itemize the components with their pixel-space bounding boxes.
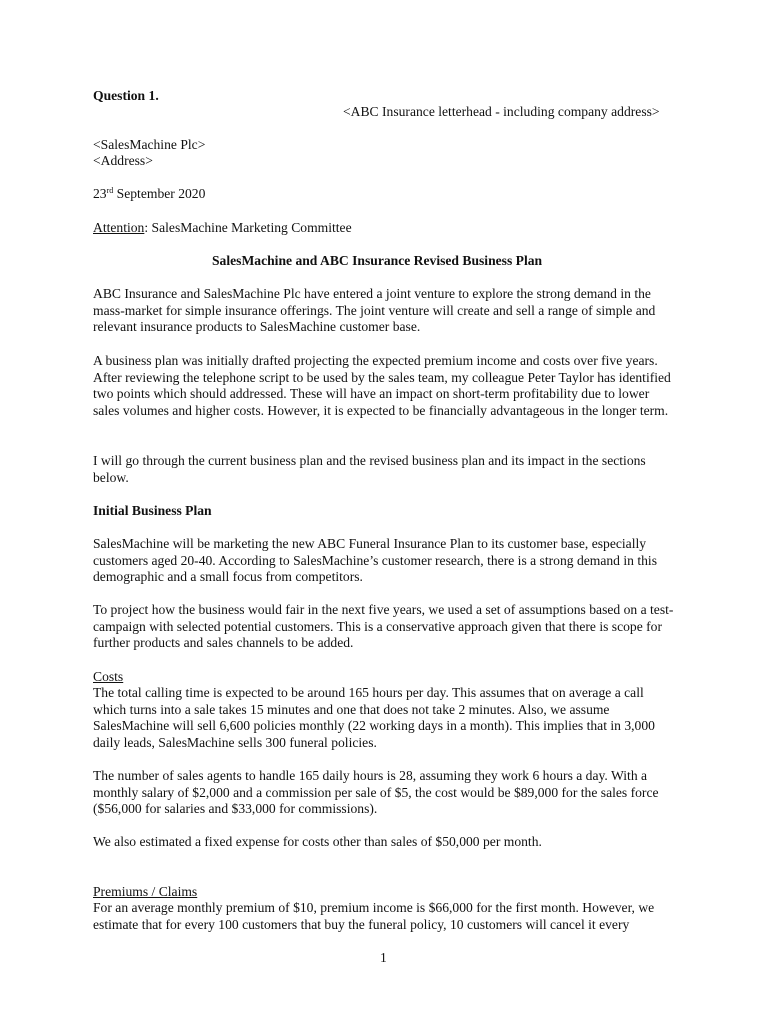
paragraph-assumptions: To project how the business would fair in the next five years, we used a set of assumptions based on a test-campaign with selected potential customers. This is a conservative approach given that there is scope for further products and sales channels to be added. — [93, 602, 674, 650]
paragraph-business-plan: A business plan was initially drafted projecting the expected premium income and costs over five years. After reviewing the telephone script to be used by the sales team, my colleague Peter Taylor has identified two points which should addressed. These will have an impact on short-term profitability due to lower sales volumes and higher costs. However, it is expected to be financially advantageous in the longer term. — [93, 353, 671, 418]
heading-premiums-claims: Premiums / Claims — [93, 884, 198, 899]
heading-costs: Costs — [93, 669, 124, 684]
paragraph-sections: I will go through the current business plan and the revised business plan and its impact in the sections below. — [93, 453, 646, 485]
date-day: 23 — [93, 186, 107, 201]
attention-value: : SalesMachine Marketing Committee — [144, 220, 352, 235]
date-rest: September 2020 — [113, 186, 206, 201]
letter-date — [93, 186, 205, 203]
question-heading: Question 1. — [93, 88, 159, 103]
paragraph-premiums: For an average monthly premium of $10, premium income is $66,000 for the first month. However, we estimate that for every 100 customers that buy the funeral policy, 10 customers will cancel it every — [93, 900, 655, 932]
recipient-address: <Address> — [93, 153, 153, 168]
paragraph-intro: ABC Insurance and SalesMachine Plc have entered a joint venture to explore the strong demand in the mass-market for simple insurance offerings. The joint venture will create and sell a range of simple and relevant insurance products to SalesMachine customer base. — [93, 286, 656, 334]
paragraph-calling-time: The total calling time is expected to be around 165 hours per day. This assumes that on average a call which turns into a sale takes 15 minutes and one that does not take 2 minutes. Also, we assume SalesMachine will sell 6,600 policies monthly (22 working days in a month). This implies that in 3,000 daily leads, SalesMachine sells 300 funeral policies. — [93, 685, 655, 750]
attention-line — [93, 220, 352, 237]
attention-label: Attention — [93, 220, 145, 235]
heading-initial-business-plan: Initial Business Plan — [93, 503, 212, 518]
paragraph-fixed-expense: We also estimated a fixed expense for costs other than sales of $50,000 per month. — [93, 834, 542, 849]
recipient-name: <SalesMachine Plc> — [93, 137, 206, 152]
paragraph-sales-agents: The number of sales agents to handle 165 daily hours is 28, assuming they work 6 hours a day. With a monthly salary of $2,000 and a commission per sale of $5, the cost would be $89,000 for the sales force ($56,000 for salaries and $33,000 for commissions). — [93, 768, 659, 816]
date-suffix: rd — [106, 186, 114, 195]
page-number: 1 — [380, 950, 387, 965]
document-title: SalesMachine and ABC Insurance Revised Business Plan — [212, 253, 543, 268]
paragraph-marketing: SalesMachine will be marketing the new ABC Funeral Insurance Plan to its customer base, especially customers aged 20-40. According to SalesMachine’s customer research, there is a strong demand in this demographic and a small focus from competitors. — [93, 536, 657, 584]
letterhead-placeholder: <ABC Insurance letterhead - including company address> — [343, 104, 660, 119]
